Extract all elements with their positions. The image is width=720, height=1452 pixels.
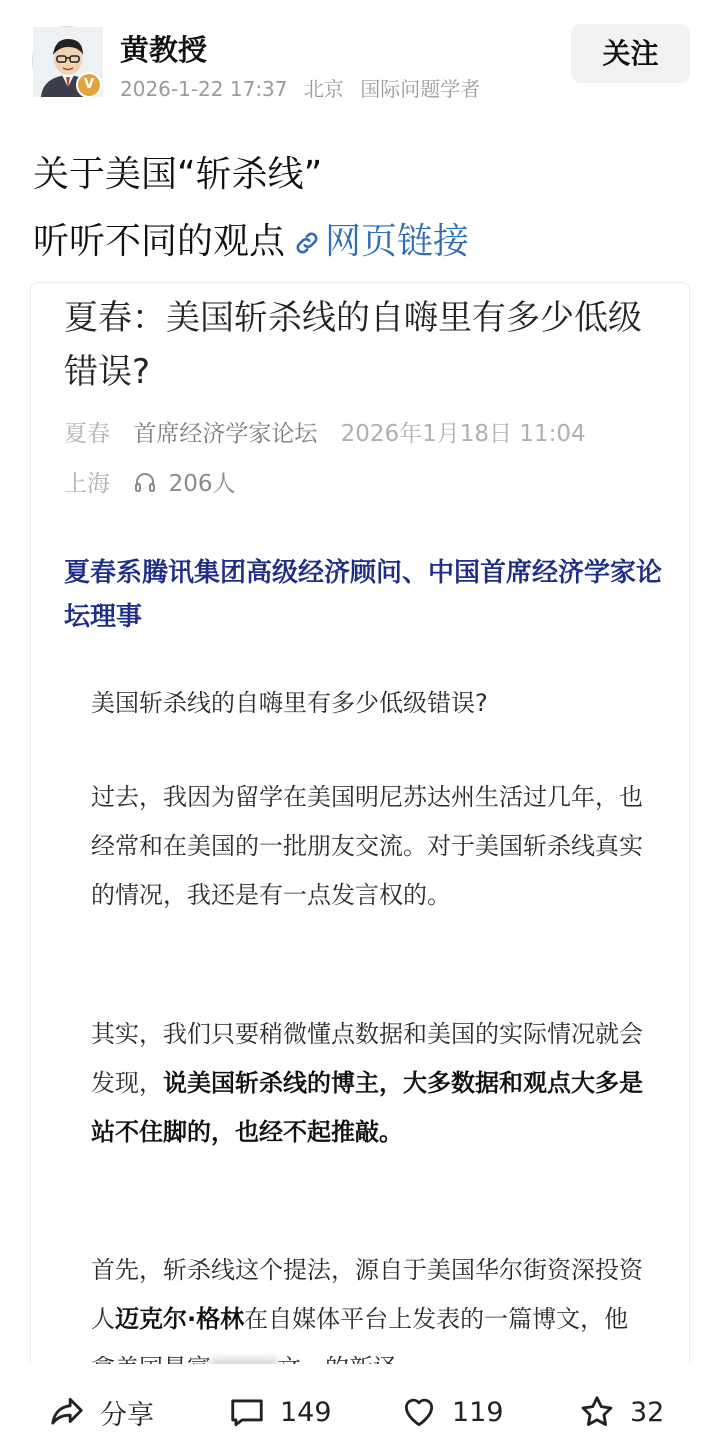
paragraph-bold-name: 迈克尔·格林 xyxy=(115,1305,245,1333)
paragraph-bold-text: 说美国斩杀线的博主，大多数据和观点大多是站不住脚的，也经不起推敲。 xyxy=(91,1069,643,1146)
listen-count: 206人 xyxy=(168,471,236,497)
verified-icon: V xyxy=(76,72,102,98)
article-author: 夏春 xyxy=(64,421,110,447)
paragraph-text: 首先，斩杀线这个提法，源自于美国华尔街资深投资人 xyxy=(91,1256,643,1333)
link-icon xyxy=(293,229,321,257)
article-location: 上海 xyxy=(64,471,110,497)
heart-icon xyxy=(400,1393,438,1431)
comment-icon xyxy=(228,1393,266,1431)
author-meta xyxy=(120,73,490,102)
favorite-count: 32 xyxy=(630,1396,665,1428)
article-source[interactable]: 首席经济学家论坛 xyxy=(133,421,318,447)
headphone-icon xyxy=(133,470,157,494)
post-date: 2026-1-22 17:37 xyxy=(120,77,288,101)
article-paragraph xyxy=(91,1010,651,1157)
author-name[interactable]: 黄教授 xyxy=(120,33,208,67)
bottom-action-bar xyxy=(0,1364,720,1452)
post-text-line2 xyxy=(33,213,469,264)
web-link-label: 网页链接 xyxy=(325,221,470,262)
star-icon xyxy=(578,1393,616,1431)
like-button[interactable] xyxy=(400,1392,504,1432)
author-intro: 夏春系腾讯集团高级经济顾问、中国首席经济学家论坛理事 xyxy=(64,558,663,632)
follow-button[interactable]: 关注 xyxy=(571,24,690,83)
post-text-line1: 关于美国“斩杀线” xyxy=(33,154,323,195)
post-header xyxy=(0,0,720,120)
post-text-line2-label: 听听不同的观点 xyxy=(33,221,286,262)
share-label: 分享 xyxy=(100,1399,154,1431)
post-location: 北京 xyxy=(303,77,344,101)
article-meta-row2 xyxy=(64,465,236,498)
article-paragraph: 美国斩杀线的自嗨里有多少低级错误? xyxy=(91,689,488,717)
author-title: 国际问题学者 xyxy=(360,77,481,101)
article-paragraph: 过去，我因为留学在美国明尼苏达州生活过几年，也经常和在美国的一批朋友交流。对于美国斩杀线真实的情况，我还是有一点发言权的。 xyxy=(91,783,643,909)
article-meta-row1 xyxy=(64,415,586,448)
like-count: 119 xyxy=(452,1396,504,1428)
favorite-button[interactable] xyxy=(578,1392,664,1432)
comment-button[interactable] xyxy=(228,1392,332,1432)
web-link[interactable] xyxy=(285,221,469,262)
article-card[interactable] xyxy=(30,282,690,1364)
share-icon xyxy=(48,1393,86,1431)
article-datetime: 2026年1月18日 11:04 xyxy=(340,421,586,447)
paragraph-text: 其实，我们只要稍微懂点数据和美国的实际情况就会发现， xyxy=(91,1020,643,1097)
article-title: 夏春：美国斩杀线的自嗨里有多少低级错误? xyxy=(64,298,642,392)
comment-count: 149 xyxy=(280,1396,332,1428)
paragraph-text: 在自媒体平台上发表的一篇博文，他 xyxy=(244,1305,629,1333)
share-button[interactable] xyxy=(48,1392,154,1432)
